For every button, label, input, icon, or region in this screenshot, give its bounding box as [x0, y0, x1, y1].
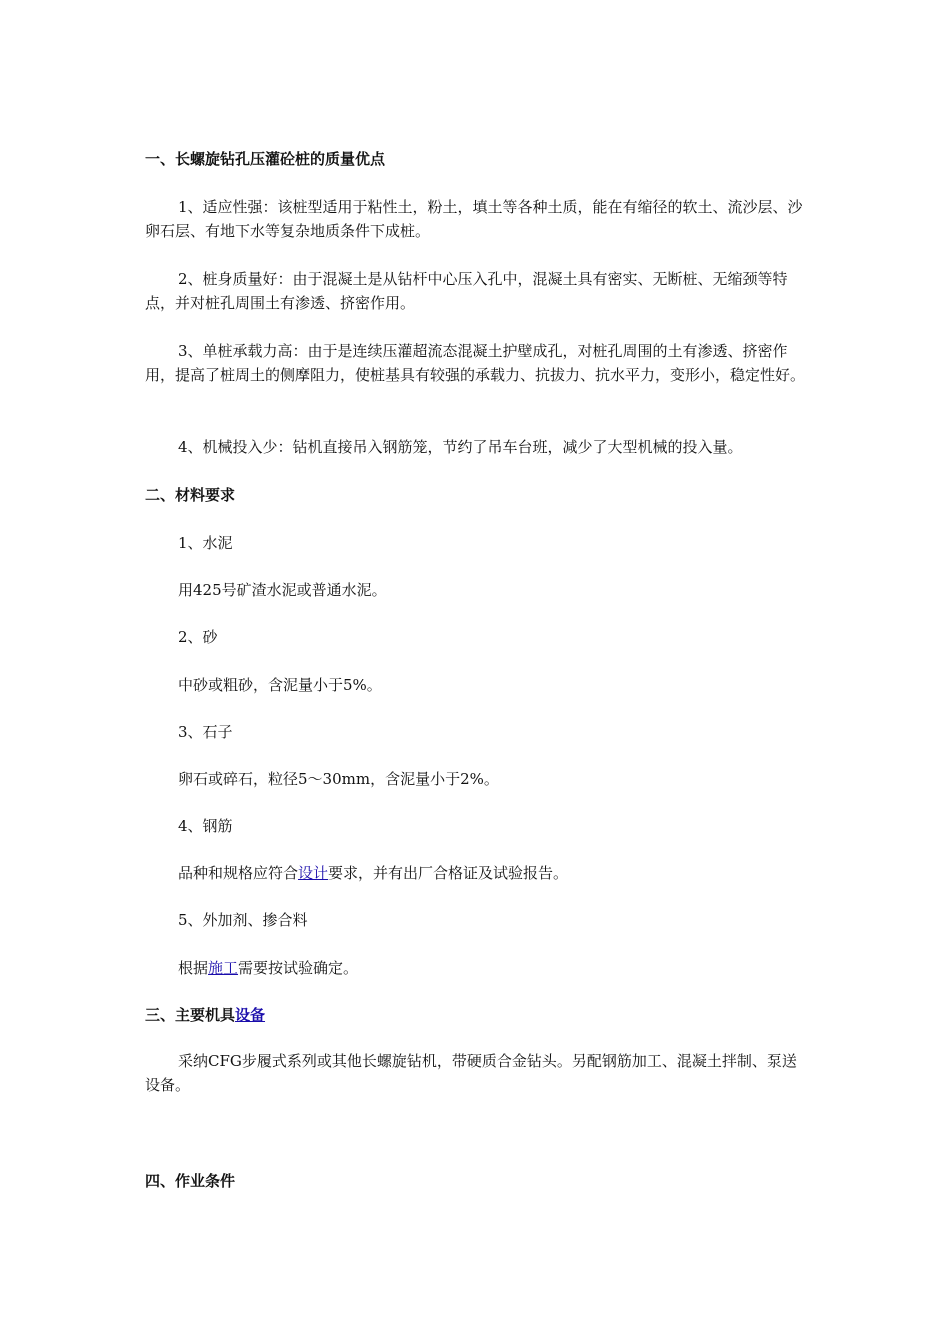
paragraph-bearing-capacity: 3、单桩承载力高：由于是连续压灌超流态混凝土护壁成孔，对桩孔周围的土有渗透、挤密作用，提高了桩周土的侧摩阻力，使桩基具有较强的承载力、抗拔力、抗水平力，变形小，稳定性好。 [145, 342, 806, 384]
item-cement-title: 1、水泥 [178, 534, 233, 552]
item-additive-title: 5、外加剂、掺合料 [178, 911, 308, 929]
item-stone-desc: 卵石或碎石，粒径5～30mm，含泥量小于2%。 [178, 770, 499, 788]
item-sand-title: 2、砂 [178, 628, 218, 646]
section-heading-2: 二、材料要求 [145, 486, 236, 504]
paragraph-equipment: 采纳CFG步履式系列或其他长螺旋钻机，带硬质合金钻头。另配钢筋加工、混凝土拌制、泵送设备。 [145, 1052, 797, 1094]
equipment-link[interactable]: 设备 [235, 1006, 266, 1024]
rebar-text-after: 要求，并有出厂合格证及试验报告。 [328, 864, 569, 882]
rebar-text-before: 品种和规格应符合 [178, 864, 299, 882]
item-additive-desc [178, 956, 810, 980]
section-heading-4: 四、作业条件 [145, 1172, 236, 1190]
heading-3-text: 三、主要机具 [145, 1006, 236, 1024]
paragraph-adaptability: 1、适应性强：该桩型适用于粘性土，粉土，填土等各种土质，能在有缩径的软土、流沙层、沙卵石层、有地下水等复杂地质条件下成桩。 [145, 198, 803, 240]
paragraph-pile-quality: 2、桩身质量好：由于混凝土是从钻杆中心压入孔中，混凝土具有密实、无断桩、无缩颈等特点，并对桩孔周围土有渗透、挤密作用。 [145, 270, 788, 312]
additive-text-after: 需要按试验确定。 [238, 959, 359, 977]
item-sand-desc: 中砂或粗砂，含泥量小于5%。 [178, 676, 382, 694]
design-link[interactable]: 设计 [298, 864, 329, 882]
item-stone-title: 3、石子 [178, 723, 233, 741]
item-rebar-desc [178, 861, 810, 885]
construction-link[interactable]: 施工 [208, 959, 239, 977]
additive-text-before: 根据 [178, 959, 209, 977]
paragraph-machinery: 4、机械投入少：钻机直接吊入钢筋笼，节约了吊车台班，减少了大型机械的投入量。 [178, 438, 743, 456]
section-heading-3 [145, 1003, 810, 1027]
section-heading-1: 一、长螺旋钻孔压灌砼桩的质量优点 [145, 150, 386, 168]
item-cement-desc: 用425号矿渣水泥或普通水泥。 [178, 581, 387, 599]
item-rebar-title: 4、钢筋 [178, 817, 233, 835]
